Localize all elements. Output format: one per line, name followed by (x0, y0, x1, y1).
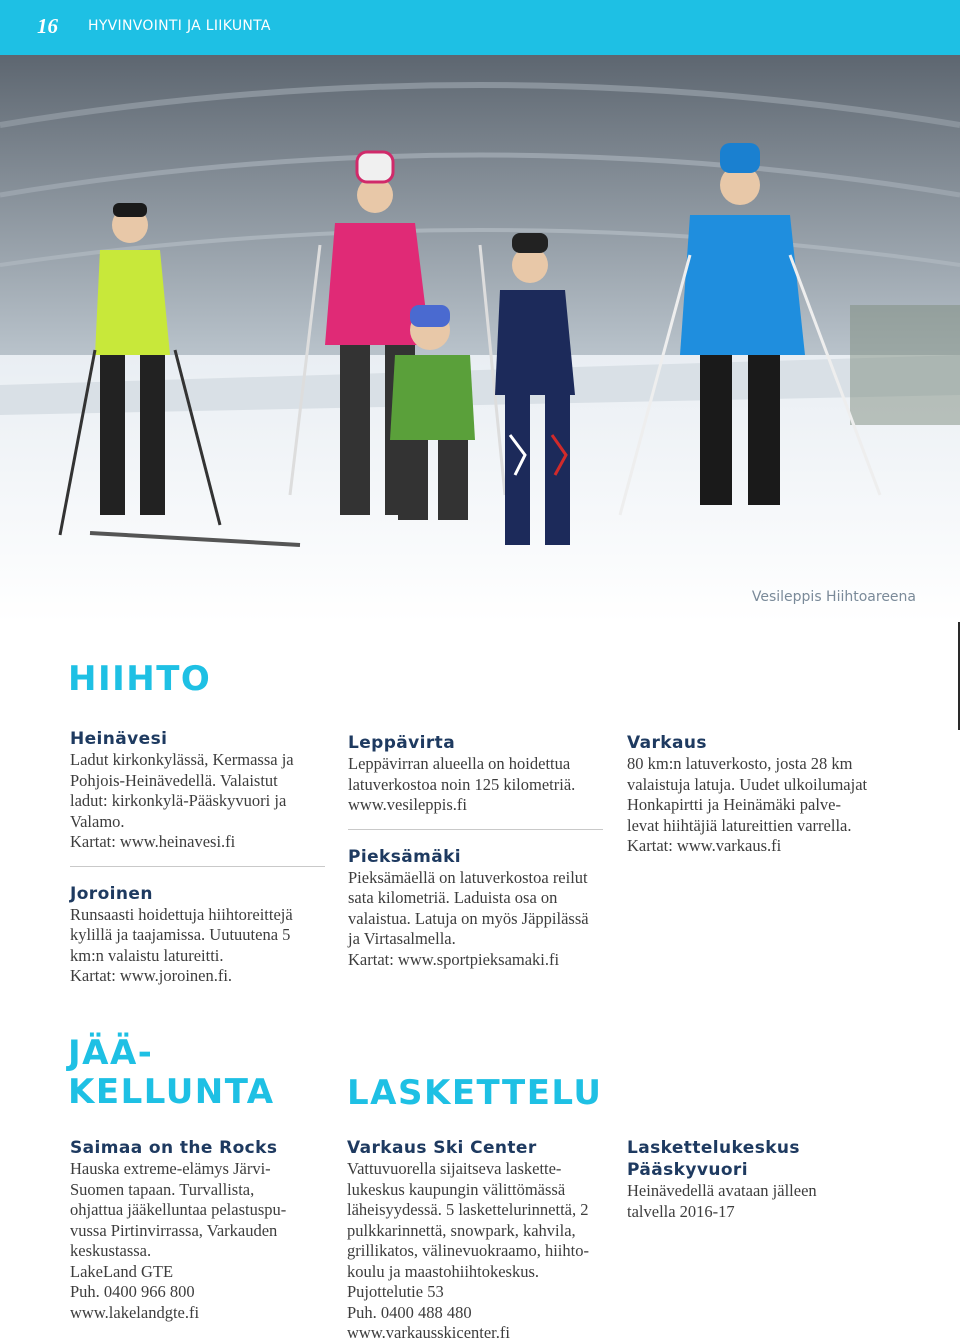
column-hiihto-2 (348, 732, 603, 970)
entry-text-varkaus: 80 km:n latuverkosto, josta 28 km valaistuja latuja. Uudet ulkoilumajat Honkapirtti ja Heinämäki palve- levat hiihtäjiä latureittien varrella. Kartat: www.varkaus.fi (627, 754, 868, 855)
entry-text-varkaus-ski-center: Vattuvuorella sijaitseva laskette- lukeskus kaupungin välittömässä läheisyydessä. 5 laskettelurinnettä, 2 pulkkarinnettä, snowpark, kahvila, grillikatos, välinevuokraamo, hiihto- koulu ja maastohiihtokeskus. Pujottelutie 53 Puh. 0400 488 480 www.varkausskicenter.fi (347, 1159, 589, 1339)
column-hiihto-1 (70, 728, 325, 987)
page-number: 16 (37, 14, 58, 38)
separator (348, 829, 603, 830)
entry-title-varkaus: Varkaus (627, 733, 707, 753)
entry-title-varkaus-ski-center: Varkaus Ski Center (347, 1138, 537, 1158)
column-jaakellunta (70, 1137, 330, 1323)
entry-text-leppavirta: Leppävirran alueella on hoidettua latuverkostoa noin 125 kilometriä. www.vesileppis.fi (348, 754, 576, 814)
column-hiihto-3 (627, 732, 927, 857)
entry-text-heinavesi: Ladut kirkonkylässä, Kermassa ja Pohjois-Heinävedellä. Valaistut ladut: kirkonkylä-Pääskyvuori ja Valamo. Kartat: www.heinavesi.fi (70, 750, 294, 851)
heading-laskettelu: LASKETTELU (347, 1073, 603, 1113)
entry-text-joroinen: Runsaasti hoidettuja hiihtoreittejä kylillä ja taajamissa. Uutuutena 5 km:n valaistu latureitti. Kartat: www.joroinen.fi. (70, 904, 293, 985)
ski-hall-photo (0, 55, 960, 623)
entry-text-saimaa: Hauska extreme-elämys Järvi- Suomen tapaan. Turvallista, ohjattua jääkelluntaa pelastuspu- vussa Pirtinvirrassa, Varkauden keskustassa. LakeLand GTE Puh. 0400 966 800 www.lakelandgte.fi (70, 1159, 287, 1322)
entry-title-pieksamaki: Pieksämäki (348, 846, 462, 867)
entry-title-joroinen: Joroinen (70, 883, 153, 904)
heading-jaakellunta: JÄÄ- KELLUNTA (68, 1033, 275, 1113)
entry-text-pieksamaki: Pieksämäellä on latuverkostoa reilut sata kilometriä. Laduista osa on valaistua. Latuja on myös Jäppilässä ja Virtasalmella. Kartat: www.sportpieksamaki.fi (348, 867, 589, 969)
ski-family-illustration (0, 55, 960, 623)
column-laskettelu-2 (627, 1137, 907, 1222)
header-bar (0, 0, 960, 55)
section-title: HYVINVOINTI JA LIIKUNTA (88, 18, 271, 34)
entry-title-saimaa: Saimaa on the Rocks (70, 1138, 278, 1158)
entry-text-paaskyvuori: Heinävedellä avataan jälleen talvella 2016-17 (627, 1181, 817, 1221)
entry-title-leppavirta: Leppävirta (348, 733, 456, 753)
entry-title-heinavesi: Heinävesi (70, 729, 168, 749)
heading-hiihto: HIIHTO (68, 659, 212, 699)
separator (70, 866, 325, 867)
column-laskettelu-1 (347, 1137, 612, 1339)
photo-caption: Vesileppis Hiihtoareena (751, 589, 916, 605)
entry-title-paaskyvuori: Laskettelukeskus Pääskyvuori (627, 1138, 800, 1180)
